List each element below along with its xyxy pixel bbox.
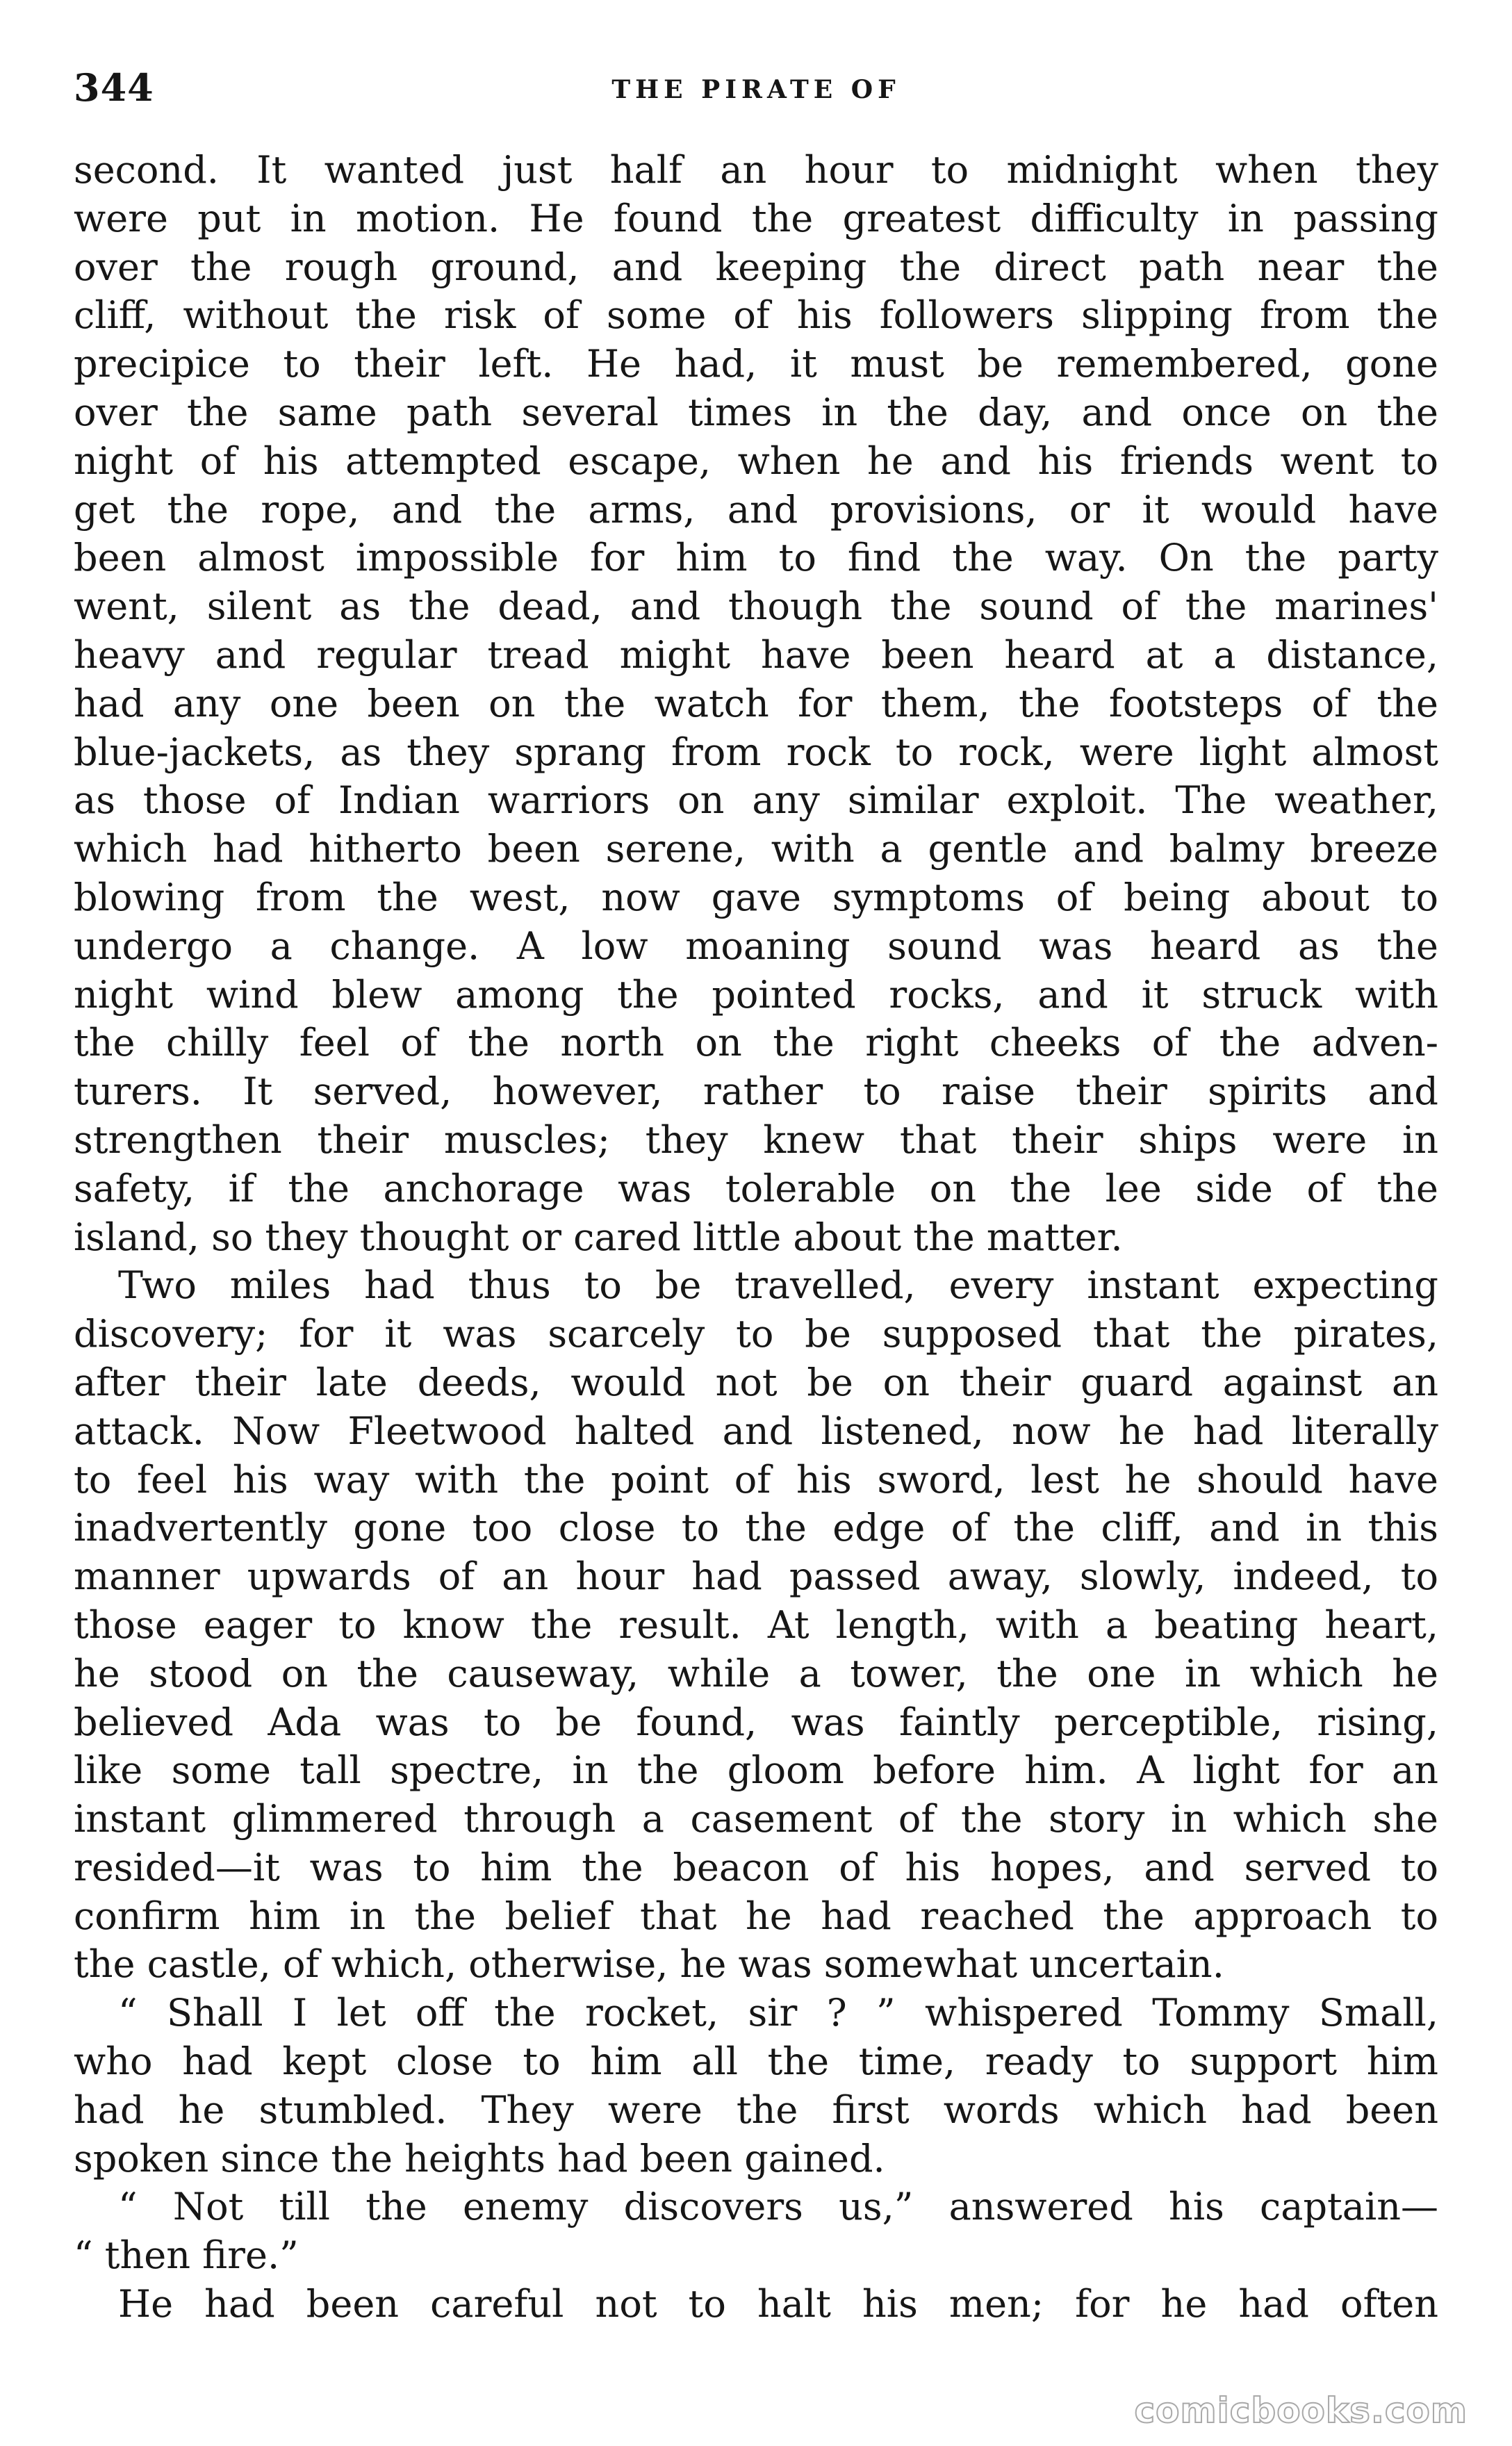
text-line: undergo a change. A low moaning sound was heard as the xyxy=(74,924,1438,968)
text-line: had any one been on the watch for them, the footsteps of the xyxy=(74,681,1438,725)
text-line: which had hitherto been serene, with a gentle and balmy breeze xyxy=(74,827,1438,871)
text-line: attack. Now Fleetwood halted and listened, now he had literally xyxy=(74,1409,1438,1453)
paragraph xyxy=(74,2280,1438,2329)
text-line: strengthen their muscles; they knew that their ships were in xyxy=(74,1117,1438,1162)
text-line: like some tall spectre, in the gloom before him. A light for an xyxy=(74,1748,1438,1793)
text-line: over the same path several times in the day, and once on the xyxy=(74,390,1438,434)
text-line: those eager to know the result. At length, with a beating heart, xyxy=(74,1602,1438,1647)
text-line: safety, if the anchorage was tolerable on the lee side of the xyxy=(74,1166,1438,1210)
text-line: had he stumbled. They were the first words which had been xyxy=(74,2087,1438,2132)
text-line: “ then fire.” xyxy=(74,2233,299,2278)
text-line: manner upwards of an hour had passed away, slowly, indeed, to xyxy=(74,1554,1438,1599)
page-number: 344 xyxy=(74,65,154,110)
paragraph xyxy=(74,146,1438,1261)
text-line: night wind blew among the pointed rocks, and it struck with xyxy=(74,972,1438,1017)
text-line: night of his attempted escape, when he and his friends went to xyxy=(74,438,1438,483)
body-text xyxy=(74,146,1438,2329)
text-line: “ Not till the enemy discovers us,” answered his captain— xyxy=(118,2185,1438,2229)
text-line: been almost impossible for him to find the way. On the party xyxy=(74,536,1438,580)
text-line: confirm him in the belief that he had reached the approach to xyxy=(74,1894,1438,1938)
text-line: the castle, of which, otherwise, he was somewhat uncertain. xyxy=(74,1942,1224,1987)
text-line: blowing from the west, now gave symptoms of being about to xyxy=(74,875,1438,919)
text-line: spoken since the heights had been gained. xyxy=(74,2136,885,2181)
text-line: were put in motion. He found the greatest difficulty in passing xyxy=(74,196,1438,240)
text-line: who had kept close to him all the time, ready to support him xyxy=(74,2039,1438,2084)
text-line: Two miles had thus to be travelled, every instant expecting xyxy=(118,1263,1438,1308)
text-line: instant glimmered through a casement of the story in which she xyxy=(74,1797,1438,1841)
text-line: “ Shall I let off the rocket, sir ? ” whispered Tommy Small, xyxy=(118,1991,1438,2035)
text-line: believed Ada was to be found, was faintly perceptible, rising, xyxy=(74,1700,1438,1744)
text-line: went, silent as the dead, and though the sound of the marines' xyxy=(74,584,1438,629)
text-line: cliff, without the risk of some of his followers slipping from the xyxy=(74,293,1438,338)
text-line: he stood on the causeway, while a tower, the one in which he xyxy=(74,1651,1438,1696)
text-line: He had been careful not to halt his men; for he had often xyxy=(118,2282,1438,2326)
paragraph xyxy=(74,1989,1438,2183)
text-line: the chilly feel of the north on the right cheeks of the adven- xyxy=(74,1021,1438,1065)
text-line: resided—it was to him the beacon of his hopes, and served to xyxy=(74,1845,1438,1889)
watermark: comicbooks.com xyxy=(1134,2390,1468,2431)
text-line: inadvertently gone too close to the edge of the cliff, and in this xyxy=(74,1506,1438,1550)
paragraph xyxy=(74,2183,1438,2280)
text-line: island, so they thought or cared little about the matter. xyxy=(74,1215,1123,1259)
text-line: second. It wanted just half an hour to midnight when they xyxy=(74,148,1438,192)
text-line: heavy and regular tread might have been heard at a distance, xyxy=(74,632,1438,677)
text-line: discovery; for it was scarcely to be supposed that the pirates, xyxy=(74,1312,1438,1356)
text-line: to feel his way with the point of his sword, lest he should have xyxy=(74,1457,1438,1502)
paragraph xyxy=(74,1261,1438,1989)
text-line: over the rough ground, and keeping the direct path near the xyxy=(74,245,1438,289)
running-head xyxy=(74,65,1438,115)
text-line: turers. It served, however, rather to raise their spirits and xyxy=(74,1069,1438,1114)
running-title: THE PIRATE OF xyxy=(611,75,901,104)
text-line: blue-jackets, as they sprang from rock to rock, were light almost xyxy=(74,730,1438,774)
text-line: get the rope, and the arms, and provisions, or it would have xyxy=(74,487,1438,532)
text-line: after their late deeds, would not be on their guard against an xyxy=(74,1360,1438,1404)
text-line: as those of Indian warriors on any similar exploit. The weather, xyxy=(74,778,1438,823)
text-line: precipice to their left. He had, it must be remembered, gone xyxy=(74,342,1438,386)
